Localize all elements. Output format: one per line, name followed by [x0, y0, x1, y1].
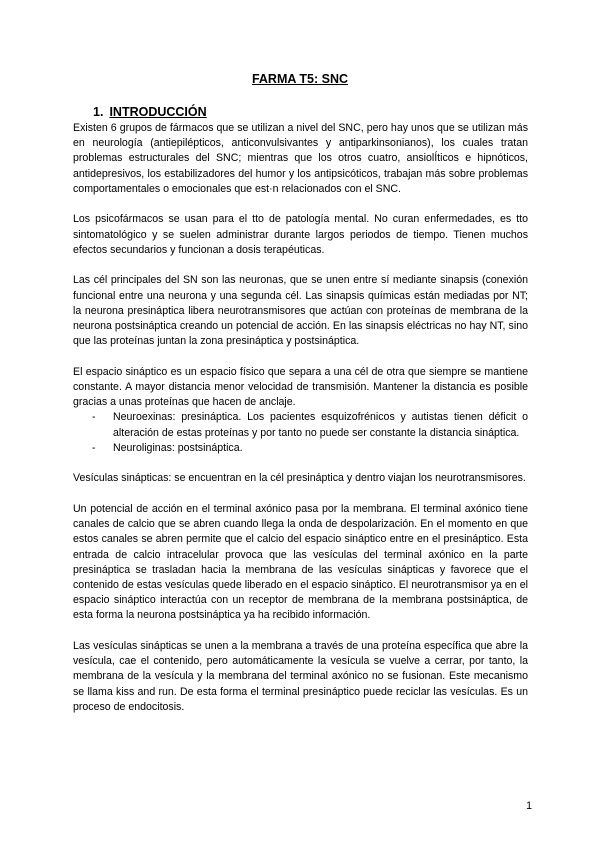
paragraph-kiss-and-run: Las vesículas sinápticas se unen a la membrana a través de una proteína específica que abre la vesícula, cae el contenido, pero automáticamente la vesícula se vuelve a cerrar, por tanto, la membrana de la vesícula y la membrana del terminal axónico no se fusionan. Este mecanismo se llama kiss and run. De esta forma el terminal presináptico puede reciclar las vesículas. Es un proceso de endocitosis. — [73, 640, 528, 713]
list-item — [73, 410, 528, 440]
paragraph-espacio-sinaptico: El espacio sináptico es un espacio físico que separa a una cél de otra que siempre se mantiene constante. A mayor distancia menor velocidad de transmisión. Mantener la distancia es posible gracias a unas proteínas que hacen de anclaje. — [73, 365, 528, 409]
list-item — [73, 441, 528, 456]
section-title: INTRODUCCIÓN — [109, 105, 207, 119]
page-number: 1 — [526, 800, 532, 812]
section-heading — [93, 105, 207, 119]
paragraph-psicofarmacos: Los psicofármacos se usan para el tto de patología mental. No curan enfermedades, es tto sintomatológico y se suelen administrar durante largos periodos de tiempo. Tienen muchos efectos secundarios y funcionan a dosis terapéuticas. — [73, 213, 528, 256]
list-dash: - — [92, 441, 96, 454]
paragraph-vesiculas: Vesículas sinápticas: se encuentran en la cél presináptica y dentro viajan los neurotransmisores. — [73, 472, 526, 485]
document-title: FARMA T5: SNC — [251, 72, 349, 86]
list-item-text: Neuroliginas: postsináptica. — [113, 441, 243, 454]
document-body — [73, 121, 528, 730]
paragraph-grupos-farmacos: Existen 6 grupos de fármacos que se utilizan a nivel del SNC, pero hay unos que se utilizan más en neurología (antiepilépticos, anticonvulsivantes y antiparkinsonianos), los cuales tratan problemas estructurales del SNC; mientras que los otros cuatro, ansiolÍticos e hipnóticos, antidepresivos, los estabilizadores del humor y los antipsicóticos, trabajan más sobre problemas comportamentales o emocionales que est·n relacionados con el SNC. — [73, 122, 528, 195]
section-number: 1. — [93, 105, 104, 119]
protein-list — [73, 410, 528, 456]
list-item-text: Neuroexinas: presináptica. Los pacientes esquizofrénicos y autistas tienen déficit o alteración de estas proteínas y por tanto no puede ser constante la distancia sináptica. — [113, 411, 528, 439]
list-dash: - — [92, 411, 96, 424]
paragraph-neuronas-sinapsis: Las cél principales del SN son las neuronas, que se unen entre sí mediante sinapsis (conexión funcional entre una neurona y una segunda cél. Las sinapsis químicas están mediadas por NT; la neurona presináptica libera neurotransmisores que actúan con proteínas de membrana de la neurona postsináptica creando un potencial de acción. En las sinapsis eléctricas no hay NT, sino que las proteínas juntan la zona presináptica y postsináptica. — [73, 274, 528, 348]
paragraph-potencial-accion: Un potencial de acción en el terminal axónico pasa por la membrana. El terminal axónico tiene canales de calcio que se abren cuando llega la onda de despolarización. En el momento en que estos canales se abren permite que el calcio del espacio sináptico entre en el presináptico. Esta entrada de calcio intracelular provoca que las vesículas del terminal axónico en la parte presináptica se trasladan hacia la membrana de las vesículas sinápticas y favorece que el contenido de estas vesículas quede liberado en el espacio sináptico. El neurotransmisor ya en el espacio sináptico interactúa con un receptor de membrana de la membrana postsináptica, de esta forma la neurona postsináptica ya ha recibido información. — [73, 503, 528, 622]
